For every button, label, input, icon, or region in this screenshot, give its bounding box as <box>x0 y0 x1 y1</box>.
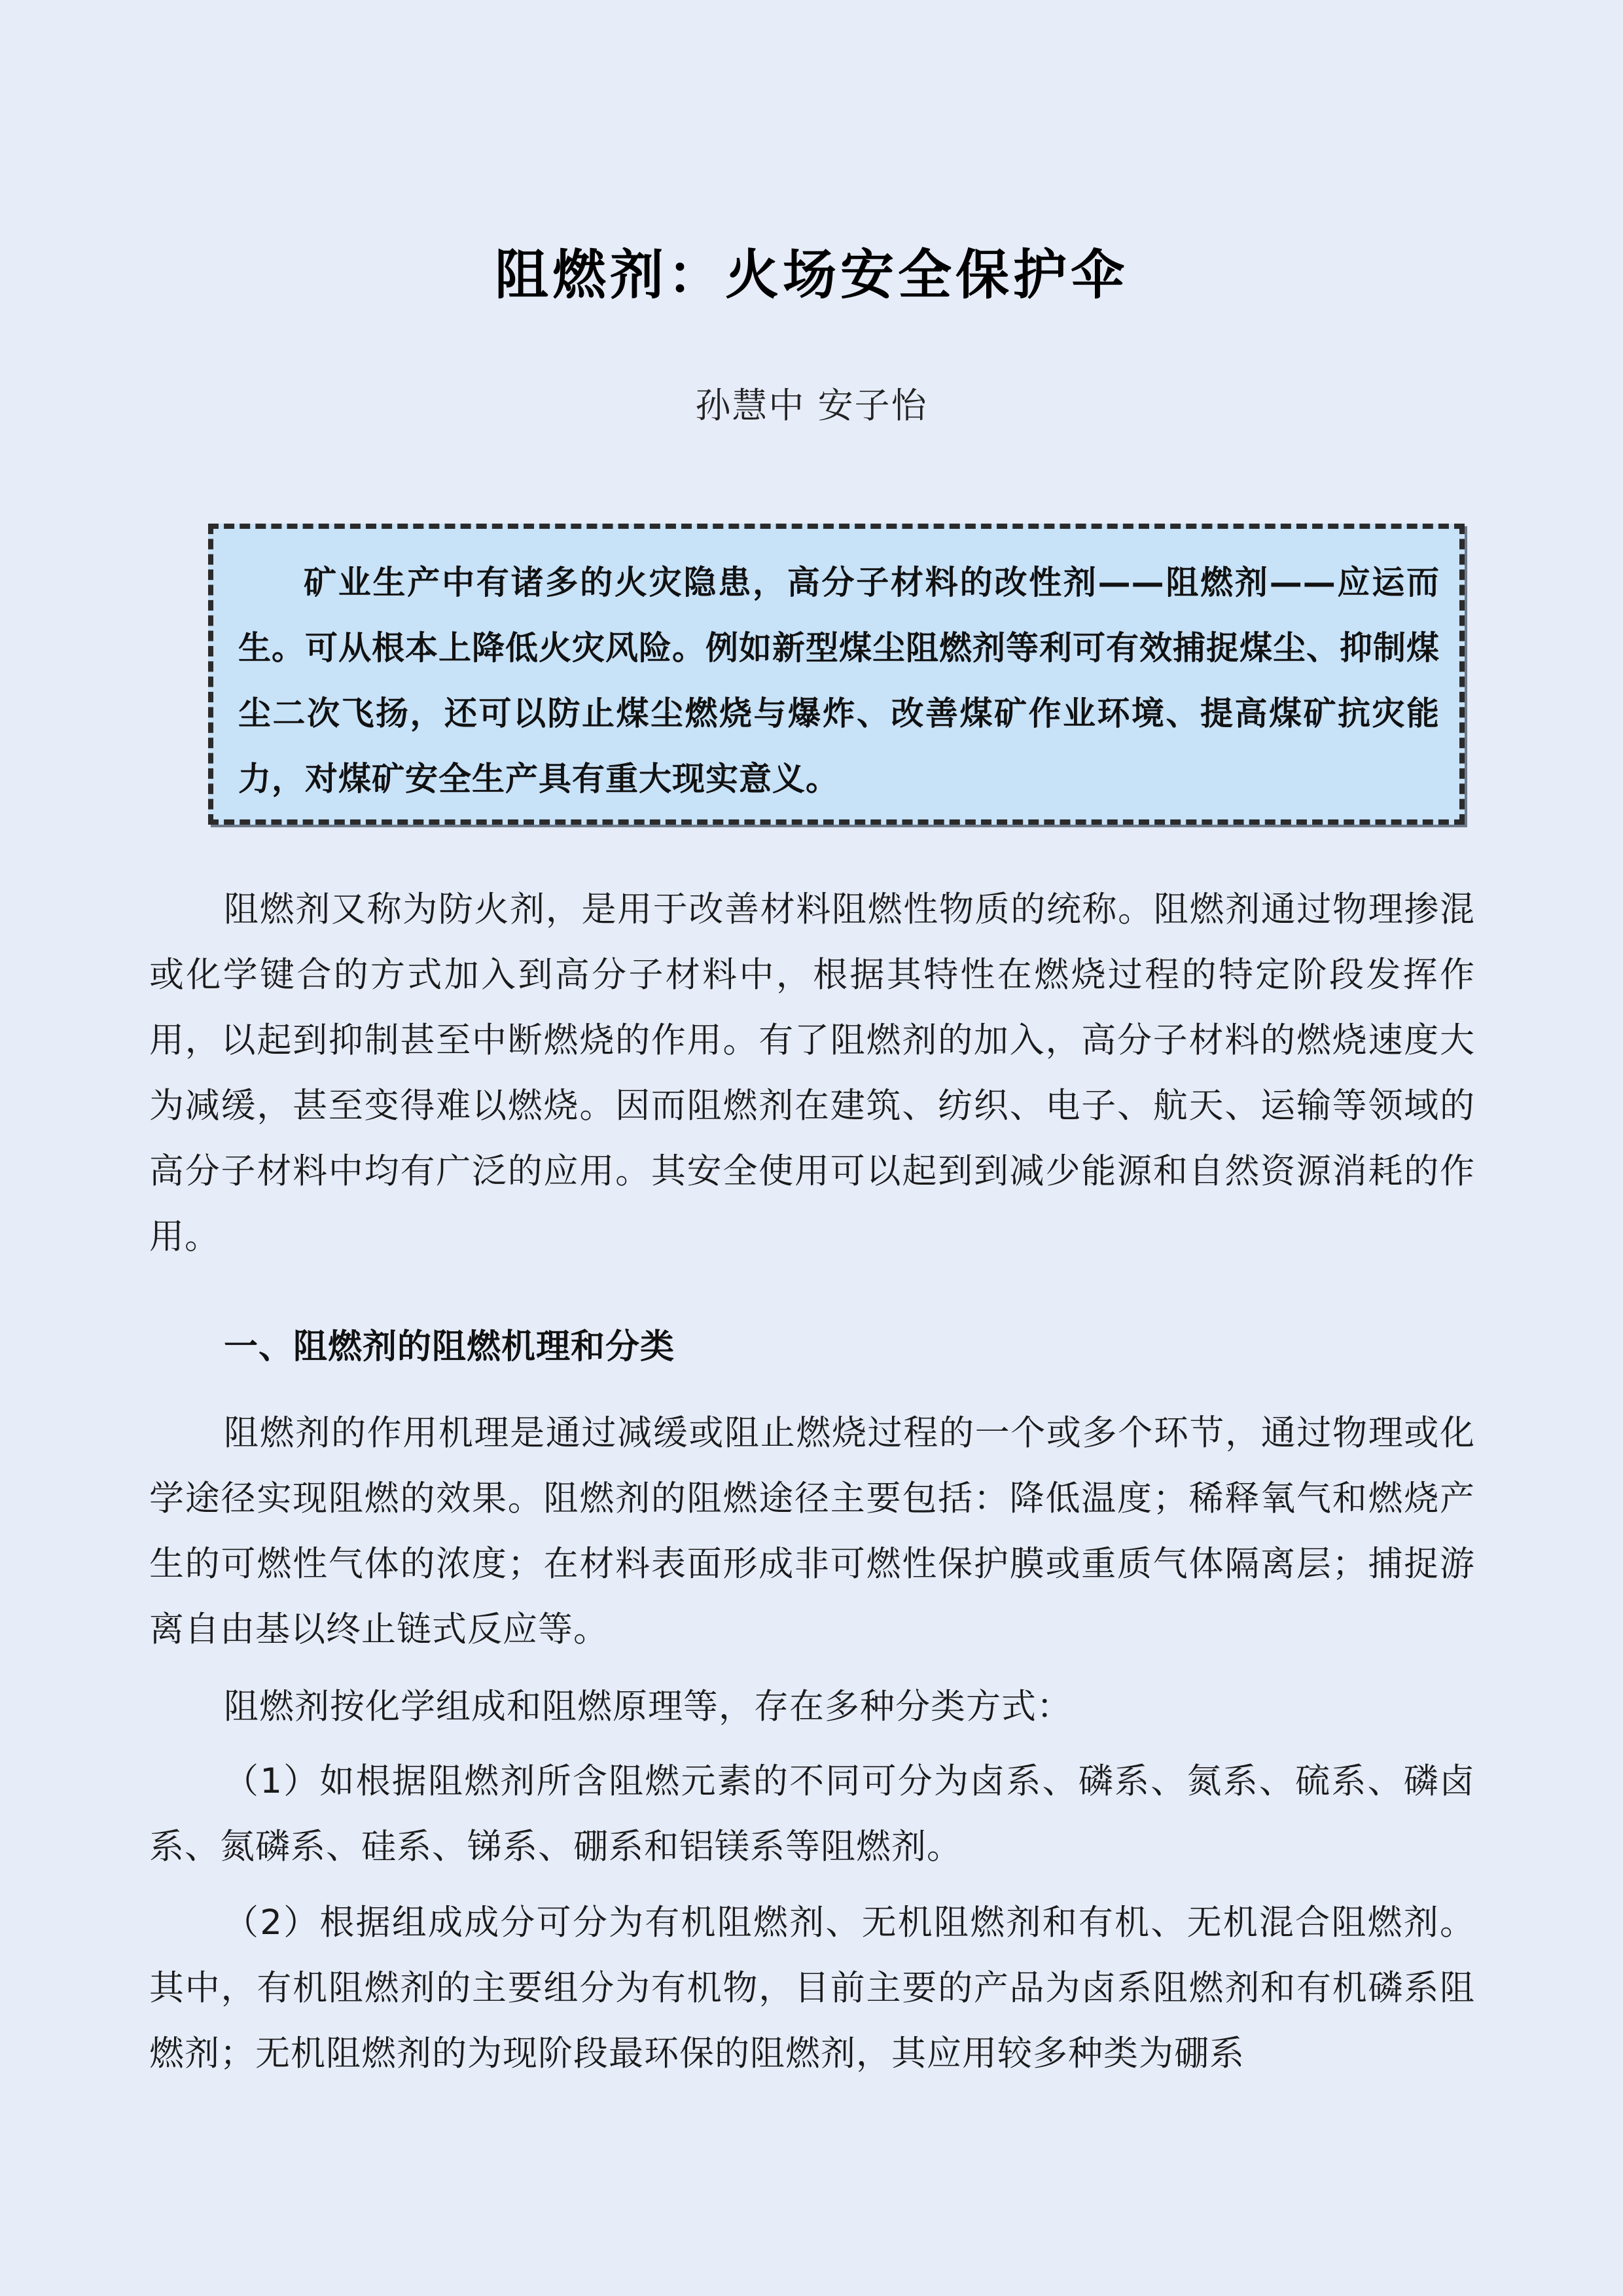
article-title: 阻燃剂：火场安全保护伞 <box>494 243 1128 306</box>
section1-paragraph-item-1: （1）如根据阻燃剂所含阻燃元素的不同可分为卤系、磷系、氮系、硫系、磷卤系、氮磷系、硅系、锑系、硼系和铝镁系等阻燃剂。 <box>149 1761 1475 1867</box>
section1-paragraph-mechanism: 阻燃剂的作用机理是通过减缓或阻止燃烧过程的一个或多个环节，通过物理或化学途径实现阻燃的效果。阻燃剂的阻燃途径主要包括：降低温度；稀释氧气和燃烧产生的可燃性气体的浓度；在材料表面形成非可燃性保护膜或重质气体隔离层；捕捉游离自由基以终止链式反应等。 <box>149 1413 1475 1649</box>
section1-paragraph-item-2: （2）根据组成成分可分为有机阻燃剂、无机阻燃剂和有机、无机混合阻燃剂。其中，有机阻燃剂的主要组分为有机物，目前主要的产品为卤系阻燃剂和有机磷系阻燃剂；无机阻燃剂的为现阶段最环保的阻燃剂，其应用较多种类为硼系 <box>149 1903 1475 2073</box>
intro-paragraph: 阻燃剂又称为防火剂，是用于改善材料阻燃性物质的统称。阻燃剂通过物理掺混或化学键合的方式加入到高分子材料中，根据其特性在燃烧过程的特定阶段发挥作用，以起到抑制甚至中断燃烧的作用。有了阻燃剂的加入，高分子材料的燃烧速度大为减缓，甚至变得难以燃烧。因而阻燃剂在建筑、纺织、电子、航天、运输等领域的高分子材料中均有广泛的应用。其安全使用可以起到到减少能源和自然资源消耗的作用。 <box>149 889 1475 1257</box>
section-heading-1: 一、阻燃剂的阻燃机理和分类 <box>224 1327 675 1367</box>
section1-paragraph-classification: 阻燃剂按化学组成和阻燃原理等，存在多种分类方式： <box>224 1687 1072 1727</box>
abstract-box <box>208 524 1465 825</box>
article-authors: 孙慧中 安子怡 <box>695 385 928 426</box>
abstract-text: 矿业生产中有诸多的火灾隐患，高分子材料的改性剂——阻燃剂——应运而生。可从根本上降低火灾风险。例如新型煤尘阻燃剂等利可有效捕捉煤尘、抑制煤尘二次飞扬，还可以防止煤尘燃烧与爆炸、改善煤矿作业环境、提高煤矿抗灾能力，对煤矿安全生产具有重大现实意义。 <box>238 564 1440 798</box>
